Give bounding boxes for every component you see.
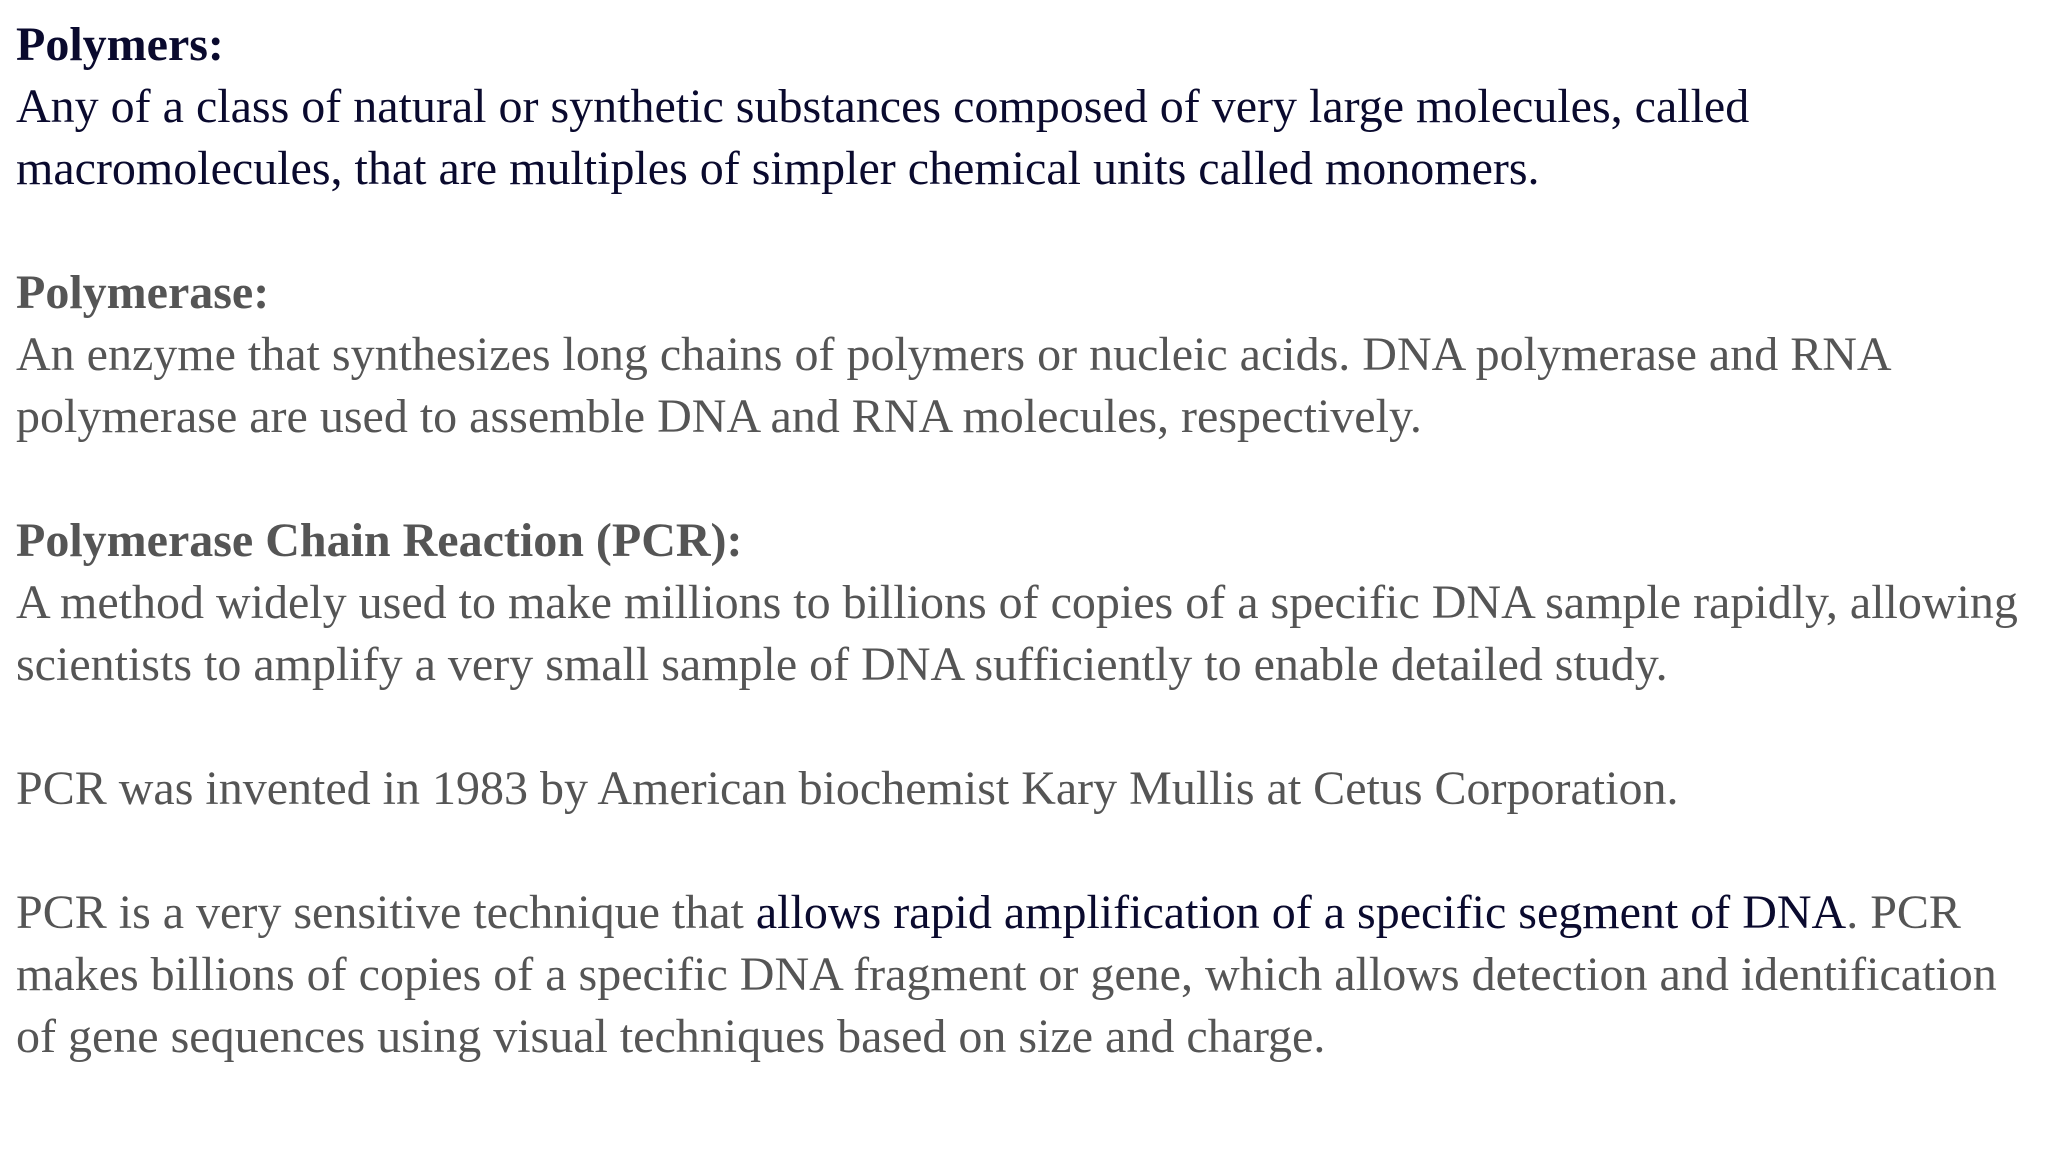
polymers-section bbox=[16, 14, 2040, 200]
polymerase-section bbox=[16, 262, 2040, 448]
pcr-technique-paragraph bbox=[16, 882, 2040, 1068]
technique-section bbox=[16, 882, 2040, 1068]
polymerase-definition: An enzyme that synthesizes long chains of polymers or nucleic acids. DNA polymerase and RNA polymerase are used to assemble DNA and RNA molecules, respectively. bbox=[16, 328, 1889, 443]
pcr-definition: A method widely used to make millions to billions of copies of a specific DNA sample rapidly, allowing scientists to amplify a very small sample of DNA sufficiently to enable detailed study. bbox=[16, 576, 2018, 691]
polymers-definition: Any of a class of natural or synthetic substances composed of very large molecules, called macromolecules, that are multiples of simpler chemical units called monomers. bbox=[16, 80, 1750, 195]
polymerase-heading: Polymerase: bbox=[16, 266, 270, 319]
invention-section bbox=[16, 758, 2040, 820]
pcr-heading: Polymerase Chain Reaction (PCR): bbox=[16, 514, 743, 567]
pcr-invention-text: PCR was invented in 1983 by American biochemist Kary Mullis at Cetus Corporation. bbox=[16, 762, 1679, 815]
pcr-section bbox=[16, 510, 2040, 696]
document-page bbox=[16, 14, 2040, 1068]
technique-text-after: . PCR makes billions of copies of a specific DNA fragment or gene, which allows detection and identification of gene sequences using visual techniques based on size and charge. bbox=[16, 886, 1997, 1063]
technique-text-before: PCR is a very sensitive technique that bbox=[16, 886, 756, 939]
technique-text-highlight: allows rapid amplification of a specific segment of DNA bbox=[755, 886, 1847, 939]
polymers-heading: Polymers: bbox=[16, 18, 224, 71]
